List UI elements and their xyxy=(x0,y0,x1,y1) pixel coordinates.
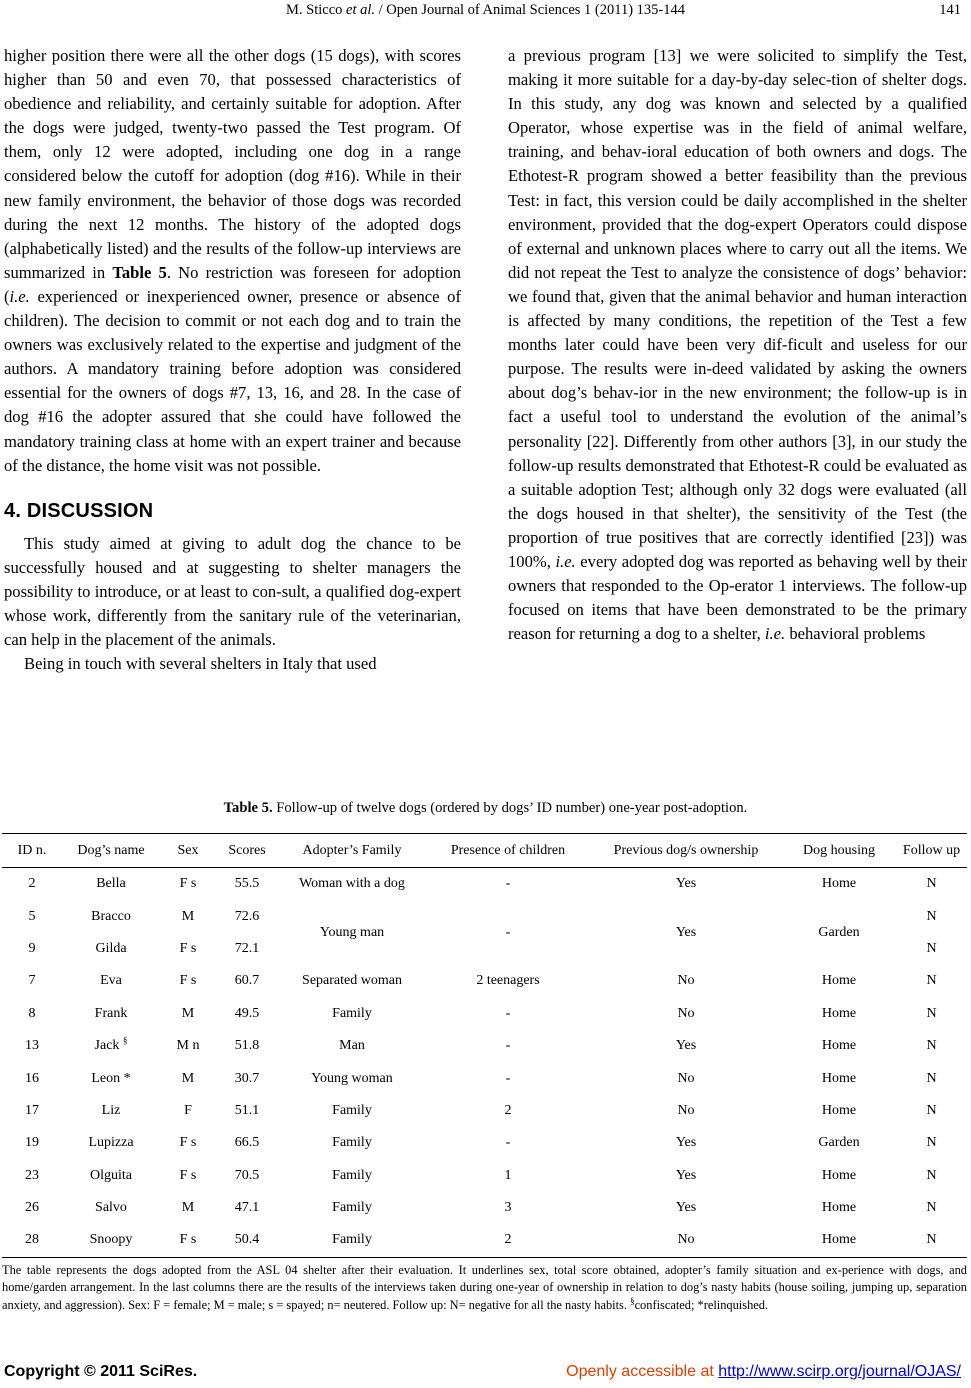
column-header: Previous dog/s ownership xyxy=(590,834,782,868)
page-footer xyxy=(0,1363,971,1385)
table-cell: 8 xyxy=(28,1005,36,1021)
table-row xyxy=(2,900,967,932)
table-cell: F s xyxy=(179,940,197,956)
dog-name-jack: Jack xyxy=(94,1038,120,1054)
table-label: Table 5. xyxy=(223,800,273,816)
table-cell: M n xyxy=(176,1038,200,1054)
table-cell: 2 xyxy=(504,1102,512,1118)
table-cell: N xyxy=(926,1005,937,1021)
table-cell: 9 xyxy=(28,940,36,956)
table-cell: N xyxy=(926,1070,937,1086)
table-cell: 7 xyxy=(28,973,36,989)
table-cell: Yes xyxy=(675,1200,697,1216)
table-cell: N xyxy=(926,908,937,924)
ie-abbrev: i.e. xyxy=(555,551,576,571)
table-cell: 5 xyxy=(28,908,36,924)
table-cell: 16 xyxy=(25,1070,39,1086)
table-cell: M xyxy=(181,908,195,924)
table-cell: Home xyxy=(821,1070,857,1086)
table-row xyxy=(2,1192,967,1224)
table-cell: M xyxy=(181,1070,195,1086)
table-cell: 2 xyxy=(426,1224,590,1257)
running-header xyxy=(0,2,971,22)
table-cell: 26 xyxy=(25,1200,39,1216)
table-cell: Garden xyxy=(818,1135,860,1151)
right-text-1: a previous program [13] we were solicited to simplify the Test, making it more suitable for a day-by-day selec-tion of shelter dogs. In this study, any dog was known and selected by a qualified Operator, whose expertise was in the field of animal welfare, training, and behav-ioral education of both owners and dogs. The Ethotest-R program showed a better feasibility than the previous Test: in fact, this version could be daily accomplished in the shelter environment, provided that the dog-expert Operators could dispose of external and unknown places where to carry out all the items. We did not repeat the Test to analyze the consistence of dogs’ behavior: we found that, given that the animal behavior and human interaction is affected by many conditions, the repetition of the Test a few months later could have been very dif-ficult and useless for our purpose. The results were in-deed validated by asking the owners about dog’s behav-ior in the new environment; the follow-up is in fact a useful tool to understand the evolution of the animal’s personality [22]. Differently from other authors [3], in our study the follow-up results demonstrated that Ethotest-R could be evaluated as a suitable adoption Test; although only 32 dogs were evaluated (all the dogs housed in that shelter), the sensitivity of the Test (the proportion of true positives that are correctly identified [23]) was 100%, xyxy=(508,46,967,571)
table-cell: Yes xyxy=(675,1135,697,1151)
results-text-2: . No restriction was foreseen for adoption ( xyxy=(4,262,461,306)
table-cell: 60.7 xyxy=(234,973,260,989)
table-5-reference: Table 5 xyxy=(112,262,167,282)
table-cell: Home xyxy=(782,1224,896,1257)
table-cell: Yes xyxy=(675,876,697,892)
table-cell: 3 xyxy=(504,1200,512,1216)
table-cell: No xyxy=(590,1224,782,1257)
table-row xyxy=(2,1160,967,1192)
table-header-row xyxy=(2,834,967,868)
table-cell: Olguita xyxy=(90,1167,132,1183)
results-text-1: higher position there were all the other dogs (15 dogs), with scores higher than 50 and even 70, that possessed characteristics of obedience and reliability, and certainly suitable for adoption. After the dogs were judged, twenty-two passed the Test program. Of them, only 12 were adopted, including one dog in a range considered below the cutoff for adoption (dog #16). While in their new family environment, the behavior of those dogs was recorded during the next 12 months. The history of the adopted dogs (alphabetically listed) and the results of the follow-up interviews are summarized in xyxy=(4,46,461,282)
discussion-paragraph-2: Being in touch with several shelters in Italy that used xyxy=(24,654,377,674)
table-cell: 28 xyxy=(2,1224,62,1257)
table-cell: M xyxy=(181,1005,195,1021)
table-cell: Yes xyxy=(675,1167,697,1183)
column-header: Follow up xyxy=(896,834,967,868)
column-header: Sex xyxy=(160,834,216,868)
table-cell: - xyxy=(505,1135,511,1151)
table-cell: Family xyxy=(332,1005,372,1021)
table-cell: Leon * xyxy=(91,1070,131,1086)
table-cell: Eva xyxy=(100,973,122,989)
table-cell: F s xyxy=(179,876,197,892)
discussion-paragraph-continued xyxy=(508,44,967,646)
table-row xyxy=(2,1062,967,1094)
table-cell: 50.4 xyxy=(216,1224,278,1257)
table-cell: Yes xyxy=(675,1038,697,1054)
table-cell: F s xyxy=(179,973,197,989)
table-cell: Lupizza xyxy=(88,1135,134,1151)
column-header: Adopter’s Family xyxy=(278,834,426,868)
table-caption xyxy=(0,800,971,817)
table-cell: No xyxy=(677,1102,695,1118)
table-cell: Gilda xyxy=(95,940,127,956)
table-cell: 1 xyxy=(504,1167,512,1183)
confiscated-mark: § xyxy=(630,1295,635,1306)
table-footnote xyxy=(2,1262,967,1314)
follow-up-table xyxy=(2,833,967,1258)
table-cell-merged: - xyxy=(505,924,511,940)
table-cell: Home xyxy=(821,1167,857,1183)
table-cell: N xyxy=(926,1200,937,1216)
table-cell: Home xyxy=(821,1038,857,1054)
table-cell: F s xyxy=(179,1167,197,1183)
table-caption-text: Follow-up of twelve dogs (ordered by dogs’ ID number) one-year post-adoption. xyxy=(272,800,748,816)
table-row xyxy=(2,1127,967,1159)
table-cell: F s xyxy=(160,1224,216,1257)
table-cell: 13 xyxy=(25,1038,39,1054)
table-cell: F s xyxy=(179,1135,197,1151)
discussion-paragraph-1: This study aimed at giving to adult dog the chance to be successfully housed and at suggesting to shelter managers the possibility to introduce, or at least to con-sult, a qualified dog-expert whose work, differently from the sanitary rule of the veterinarian, can help in the placement of the animals. xyxy=(4,533,461,650)
column-header: Presence of children xyxy=(426,834,590,868)
table-cell: Separated woman xyxy=(302,973,402,989)
right-column xyxy=(508,44,967,646)
journal-citation xyxy=(0,2,971,19)
table-note-legend: confiscated; *relinquished. xyxy=(634,1297,769,1312)
table-cell xyxy=(62,1030,160,1062)
open-access-label: Openly accessible at xyxy=(566,1363,719,1380)
table-cell: 19 xyxy=(25,1135,39,1151)
table-row xyxy=(2,1224,967,1257)
table-cell: Family xyxy=(332,1135,372,1151)
table-cell: N xyxy=(926,1038,937,1054)
table-cell-merged: Garden xyxy=(818,924,860,940)
table-cell: 70.5 xyxy=(234,1167,260,1183)
table-cell-merged: Young man xyxy=(319,924,385,940)
table-cell: N xyxy=(896,1224,967,1257)
table-row xyxy=(2,1030,967,1062)
table-row xyxy=(2,998,967,1030)
column-header: ID n. xyxy=(2,834,62,868)
column-header: Dog housing xyxy=(782,834,896,868)
table-cell: 2 xyxy=(28,876,36,892)
table-cell: 55.5 xyxy=(234,876,260,892)
table-cell: F xyxy=(184,1102,192,1118)
ie-abbrev: i.e. xyxy=(9,286,30,306)
column-header: Scores xyxy=(216,834,278,868)
table-cell: Home xyxy=(821,973,857,989)
table-cell: Frank xyxy=(94,1005,128,1021)
column-header: Dog’s name xyxy=(62,834,160,868)
table-cell: - xyxy=(505,1070,511,1086)
left-column xyxy=(4,44,461,676)
results-paragraph xyxy=(4,44,461,478)
table-cell: - xyxy=(505,1005,511,1021)
table-cell: 23 xyxy=(25,1167,39,1183)
journal-url-link[interactable]: http://www.scirp.org/journal/OJAS/ xyxy=(718,1363,961,1380)
table-cell: Snoopy xyxy=(62,1224,160,1257)
open-access-notice xyxy=(566,1363,961,1381)
table-row xyxy=(2,1095,967,1127)
table-cell: Home xyxy=(821,1102,857,1118)
right-text-3: behavioral problems xyxy=(785,624,926,644)
table-cell: - xyxy=(505,1038,511,1054)
table-cell: N xyxy=(926,940,937,956)
table-note-text: The table represents the dogs adopted from the ASL 04 shelter after their evaluation. It underlines sex, total score obtained, adopter’s family situation and ex-perience with dogs, and home/garden arrangement. In the last columns there are the results of the interviews taken during one-year of ownership in relation to dog’s nasty habits (house soiling, jumping up, separation anxiety, and aggression). Sex: F = female; M = male; s = spayed; n= neutered. Follow up: N= negative for all the nasty habits. xyxy=(2,1263,967,1312)
table-cell: Man xyxy=(339,1038,365,1054)
table-cell: No xyxy=(677,1070,695,1086)
copyright-notice: Copyright © 2011 SciRes. xyxy=(4,1363,198,1380)
table-cell: 47.1 xyxy=(234,1200,260,1216)
table-cell: Liz xyxy=(101,1102,121,1118)
table-cell: Salvo xyxy=(95,1200,127,1216)
table-cell: Bracco xyxy=(91,908,131,924)
table-cell: N xyxy=(926,876,937,892)
table-cell: Woman with a dog xyxy=(299,876,405,892)
table-cell: Family xyxy=(332,1102,372,1118)
table-cell: - xyxy=(505,876,511,892)
table-cell: 49.5 xyxy=(234,1005,260,1021)
confiscated-mark: § xyxy=(122,1035,128,1046)
header-journal: / Open Journal of Animal Sciences 1 (2011) 135-144 xyxy=(375,2,685,18)
table-cell: 51.1 xyxy=(234,1102,260,1118)
table-cell: 51.8 xyxy=(234,1038,260,1054)
table-cell: No xyxy=(677,1005,695,1021)
table-cell: N xyxy=(926,1135,937,1151)
table-cell: 66.5 xyxy=(234,1135,260,1151)
table-row xyxy=(2,965,967,997)
table-cell: Family xyxy=(332,1167,372,1183)
header-etal: et al. xyxy=(346,2,376,18)
table-cell: Bella xyxy=(96,876,126,892)
page-number: 141 xyxy=(939,2,961,18)
table-cell: 72.6 xyxy=(234,908,260,924)
right-text-2: every adopted dog was reported as behaving well by their owners that responded to the Op-erator 1 interviews. The follow-up focused on items that have been demonstrated to be the primary reason for returning a dog to a shelter, xyxy=(508,551,967,644)
table-cell: 2 teenagers xyxy=(476,973,540,989)
table-cell: Young woman xyxy=(311,1070,393,1086)
table-cell: M xyxy=(181,1200,195,1216)
header-authors: M. Sticco xyxy=(286,2,343,18)
table-cell: 72.1 xyxy=(234,940,260,956)
table-cell: Family xyxy=(278,1224,426,1257)
table-cell: 17 xyxy=(25,1102,39,1118)
table-cell: Home xyxy=(821,876,857,892)
table-cell: N xyxy=(926,1167,937,1183)
table-cell: Home xyxy=(821,1005,857,1021)
table-cell: N xyxy=(926,973,937,989)
section-heading-discussion: 4. DISCUSSION xyxy=(4,499,154,522)
table-cell: 30.7 xyxy=(234,1070,260,1086)
table-cell: No xyxy=(677,973,695,989)
table-cell: Family xyxy=(332,1200,372,1216)
table-cell: Home xyxy=(821,1200,857,1216)
results-text-3: experienced or inexperienced owner, presence or absence of children). The decision to commit or not each dog and to train the owners was exclusively related to the expertise and judgment of the authors. A mandatory training before adoption was considered essential for the owners of dogs #7, 13, 16, and 28. In the case of dog #16 the adopter assured that she could have followed the mandatory training class at home with an expert trainer and because of the distance, the home visit was not possible. xyxy=(4,286,461,475)
ie-abbrev: i.e. xyxy=(764,624,786,644)
table-row xyxy=(2,868,967,901)
table-cell: N xyxy=(926,1102,937,1118)
table-cell-merged: Yes xyxy=(675,924,697,940)
